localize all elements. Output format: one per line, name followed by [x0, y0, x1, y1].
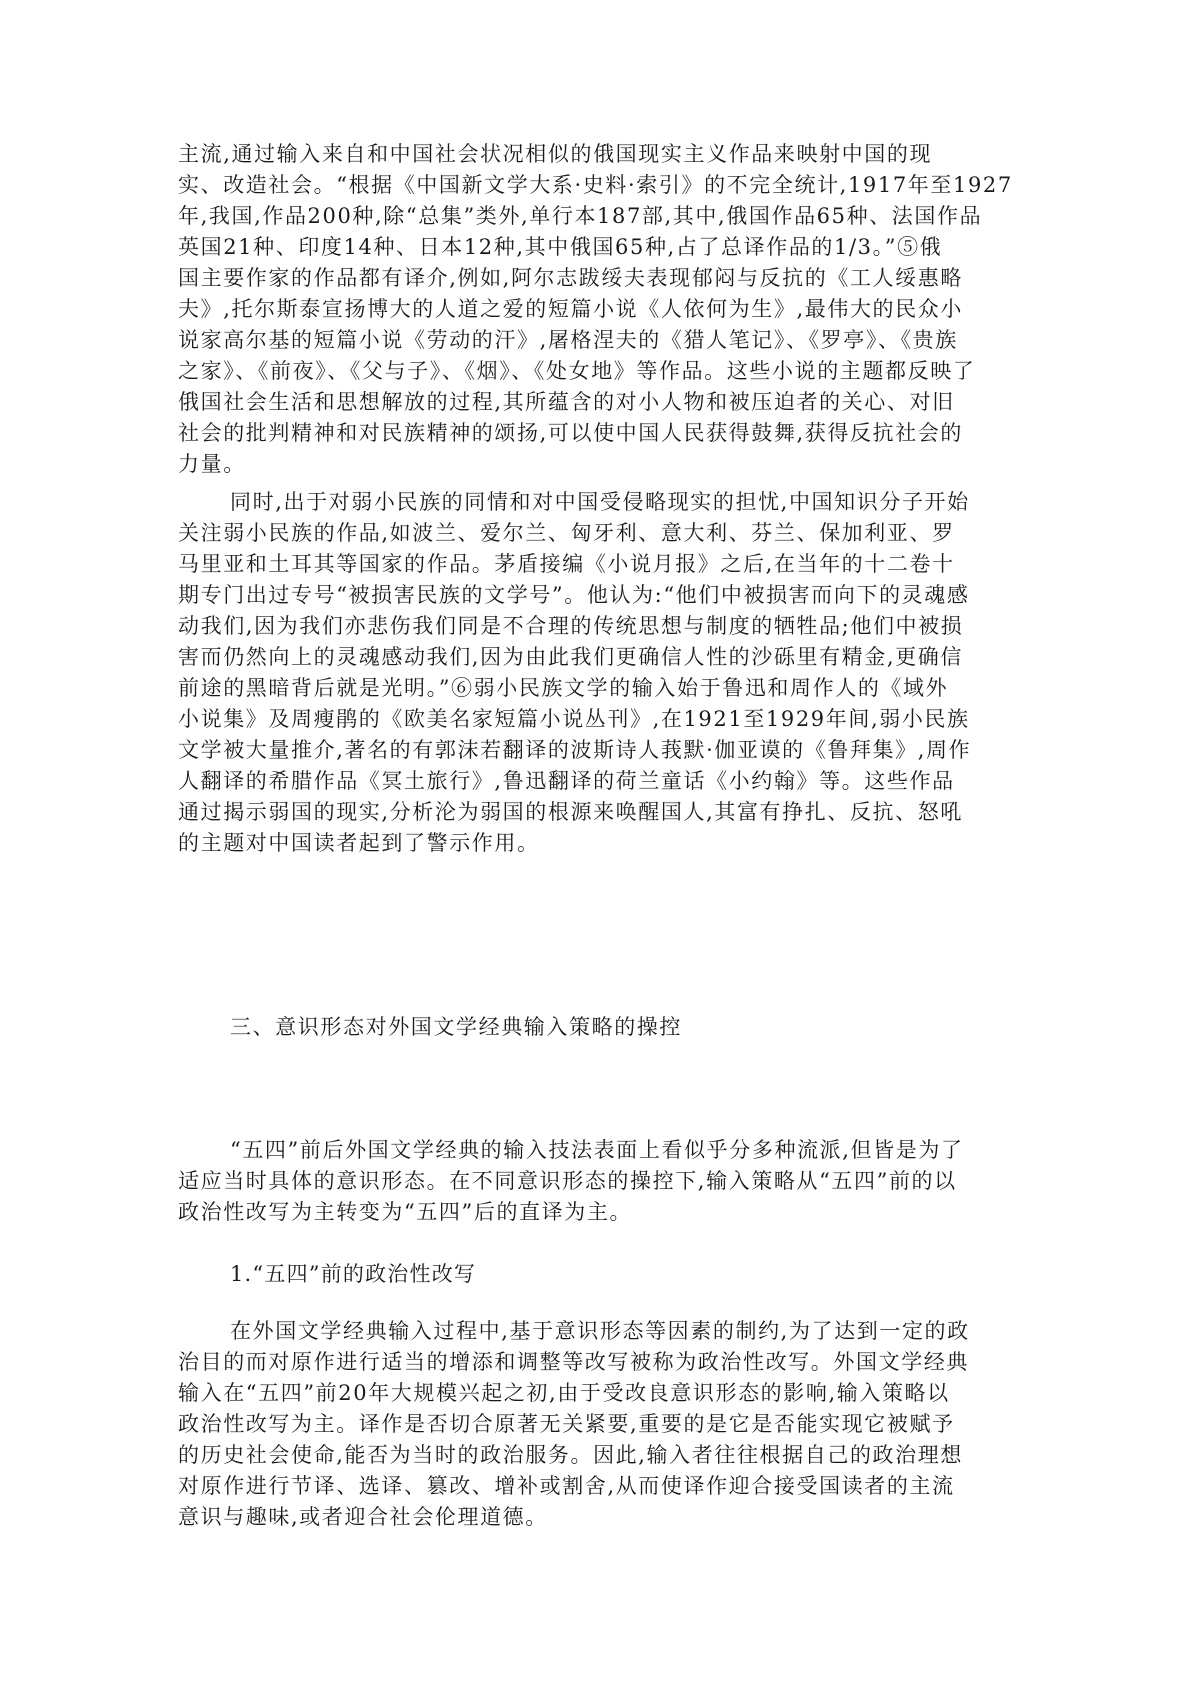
- text-line: 人翻译的希腊作品《冥土旅行》,鲁迅翻译的荷兰童话《小约翰》等。这些作品: [178, 769, 955, 793]
- paragraph-russian-literature: [178, 139, 1018, 480]
- text-line: 通过揭示弱国的现实,分析沦为弱国的根源来唤醒国人,其富有挣扎、反抗、怒吼: [178, 800, 963, 824]
- text-line: 的主题对中国读者起到了警示作用。: [178, 831, 540, 855]
- text-line: 适应当时具体的意识形态。在不同意识形态的操控下,输入策略从“五四”前的以: [178, 1169, 957, 1193]
- text-line: 害而仍然向上的灵魂感动我们,因为由此我们更确信人性的沙砾里有精金,更确信: [178, 645, 963, 669]
- text-line: 在外国文学经典输入过程中,基于意识形态等因素的制约,为了达到一定的政: [230, 1319, 970, 1343]
- text-line: 对原作进行节译、选译、篡改、增补或割舍,从而使译作迎合接受国读者的主流: [178, 1474, 955, 1498]
- paragraph-political-rewriting: [178, 1316, 1018, 1533]
- text-line: 之家》、《前夜》、《父与子》、《烟》、《处女地》等作品。这些小说的主题都反映了: [178, 359, 976, 383]
- text-line: 年,我国,作品200种,除“总集”类外,单行本187部,其中,俄国作品65种、法国作品: [178, 204, 983, 228]
- text-line: 意识与趣味,或者迎合社会伦理道德。: [178, 1505, 548, 1529]
- paragraph-small-nations-literature: [178, 487, 1018, 859]
- text-line: 输入在“五四”前20年大规模兴起之初,由于受改良意识形态的影响,输入策略以: [178, 1381, 950, 1405]
- text-line: 马里亚和土耳其等国家的作品。茅盾接编《小说月报》之后,在当年的十二卷十: [178, 552, 955, 576]
- text-line: 文学被大量推介,著名的有郭沫若翻译的波斯诗人莪默·伽亚谟的《鲁拜集》,周作: [178, 738, 972, 762]
- text-line: 俄国社会生活和思想解放的过程,其所蕴含的对小人物和被压迫者的关心、对旧: [178, 390, 955, 414]
- text-line: 主流,通过输入来自和中国社会状况相似的俄国现实主义作品来映射中国的现: [178, 142, 933, 166]
- text-line: 说家高尔基的短篇小说《劳动的汗》,屠格涅夫的《猎人笔记》、《罗亭》、《贵族: [178, 328, 958, 352]
- text-line: 政治性改写为主。译作是否切合原著无关紧要,重要的是它是否能实现它被赋予: [178, 1412, 955, 1436]
- text-line: 小说集》及周瘦鹃的《欧美名家短篇小说丛刊》,在1921至1929年间,弱小民族: [178, 707, 970, 731]
- text-line: 前途的黑暗背后就是光明。”⑥弱小民族文学的输入始于鲁迅和周作人的《域外: [178, 676, 949, 700]
- text-line: 英国21种、印度14种、日本12种,其中俄国65种,占了总译作品的1/3。”⑤俄: [178, 235, 943, 259]
- text-line: 社会的批判精神和对民族精神的颂扬,可以使中国人民获得鼓舞,获得反抗社会的: [178, 421, 963, 445]
- text-line: 的历史社会使命,能否为当时的政治服务。因此,输入者往往根据自己的政治理想: [178, 1443, 963, 1467]
- text-line: 同时,出于对弱小民族的同情和对中国受侵略现实的担忧,中国知识分子开始: [230, 490, 970, 514]
- text-line: 力量。: [178, 452, 246, 476]
- text-line: 期专门出过专号“被损害民族的文学号”。他认为:“他们中被损害而向下的灵魂感: [178, 583, 970, 607]
- paragraph-section-intro: [178, 1135, 1018, 1228]
- text-line: 政治性改写为主转变为“五四”后的直译为主。: [178, 1200, 633, 1224]
- text-line: 夫》,托尔斯泰宣扬博大的人道之爱的短篇小说《人依何为生》,最伟大的民众小: [178, 297, 963, 321]
- text-line: 关注弱小民族的作品,如波兰、爱尔兰、匈牙利、意大利、芬兰、保加利亚、罗: [178, 521, 955, 545]
- text-line: 国主要作家的作品都有译介,例如,阿尔志跋绥夫表现郁闷与反抗的《工人绥惠略: [178, 266, 963, 290]
- section-heading: 三、意识形态对外国文学经典输入策略的操控: [230, 1015, 682, 1039]
- text-line: “五四”前后外国文学经典的输入技法表面上看似乎分多种流派,但皆是为了: [230, 1138, 964, 1162]
- subsection-heading: 1.“五四”前的政治性改写: [230, 1262, 477, 1286]
- text-line: 动我们,因为我们亦悲伤我们同是不合理的传统思想与制度的牺牲品;他们中被损: [178, 614, 964, 638]
- text-line: 治目的而对原作进行适当的增添和调整等改写被称为政治性改写。外国文学经典: [178, 1350, 969, 1374]
- text-line: 实、改造社会。“根据《中国新文学大系·史料·索引》的不完全统计,1917年至1927: [178, 173, 1013, 197]
